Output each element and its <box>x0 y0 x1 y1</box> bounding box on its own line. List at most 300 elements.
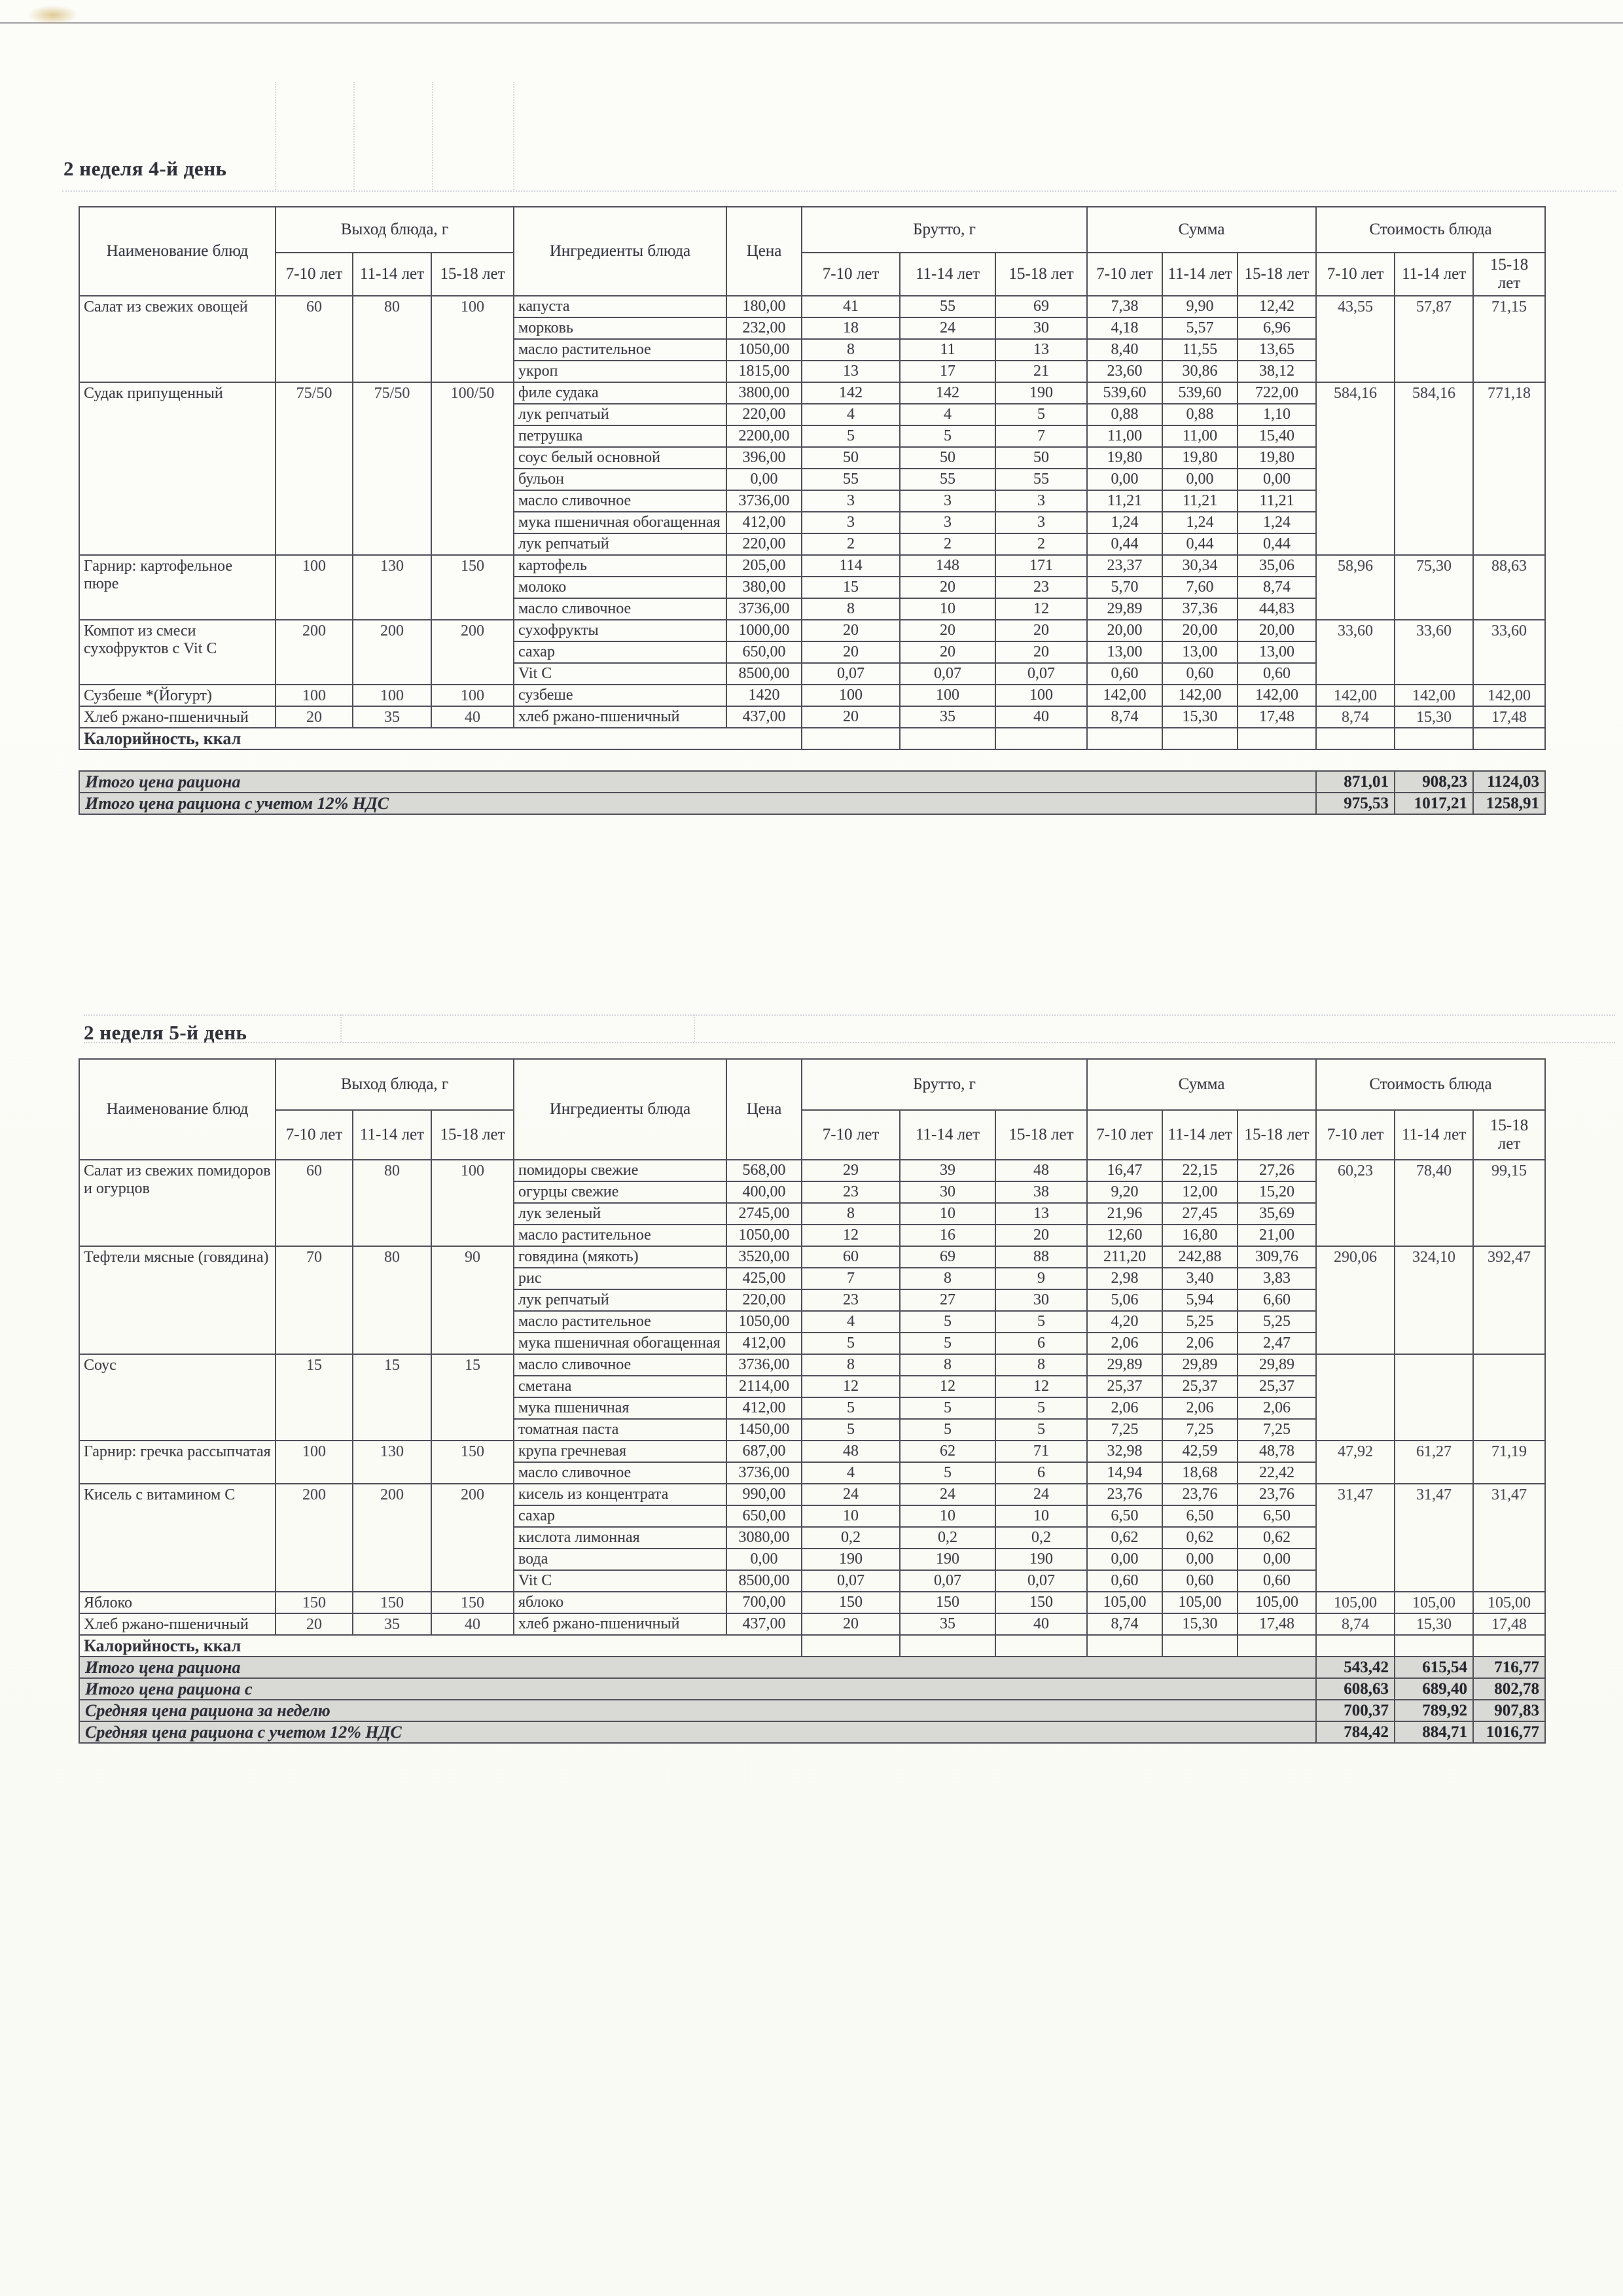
dish-cost: 43,55 <box>1316 296 1395 382</box>
brutto-value: 3 <box>802 512 900 533</box>
brutto-value: 20 <box>900 641 995 663</box>
sum-value: 11,00 <box>1087 425 1162 447</box>
sum-value: 27,45 <box>1162 1203 1238 1225</box>
brutto-value: 38 <box>995 1181 1087 1203</box>
brutto-value: 10 <box>995 1505 1087 1527</box>
brutto-value: 0,07 <box>900 1570 995 1592</box>
ingredient-price: 1050,00 <box>726 1311 802 1333</box>
dish-cost: 105,00 <box>1395 1592 1473 1613</box>
sum-value: 0,00 <box>1162 469 1238 490</box>
brutto-value: 0,07 <box>995 663 1087 685</box>
ingredient-price: 1420 <box>726 685 802 706</box>
brutto-value: 35 <box>900 1613 995 1635</box>
col-header-age: 11-14 лет <box>900 253 995 296</box>
total-value: 884,71 <box>1395 1721 1473 1743</box>
col-header-age: 7-10 лет <box>276 253 353 296</box>
ingredient-name: укроп <box>514 361 726 382</box>
ingredient-price: 3736,00 <box>726 598 802 620</box>
sum-value: 18,68 <box>1162 1462 1238 1484</box>
sum-value: 12,60 <box>1087 1225 1162 1246</box>
ingredient-name: филе судака <box>514 382 726 404</box>
sum-value: 2,06 <box>1087 1333 1162 1354</box>
brutto-value: 8 <box>995 1354 1087 1376</box>
col-header-output: Выход блюда, г <box>276 1059 514 1110</box>
dish-cost: 33,60 <box>1316 620 1395 685</box>
dish-cost: 290,06 <box>1316 1246 1395 1354</box>
total-label: Итого цена рациона <box>79 771 1316 793</box>
dish-cost: 105,00 <box>1473 1592 1545 1613</box>
sum-value: 0,60 <box>1087 663 1162 685</box>
brutto-value: 24 <box>995 1484 1087 1505</box>
sum-value: 13,65 <box>1238 339 1316 361</box>
dish-output: 80 <box>353 1160 431 1246</box>
brutto-value: 0,07 <box>995 1570 1087 1592</box>
dish-output: 100 <box>276 685 353 706</box>
totals-row <box>79 1700 1545 1721</box>
brutto-value: 0,07 <box>802 1570 900 1592</box>
ingredient-price: 2200,00 <box>726 425 802 447</box>
sum-value: 11,21 <box>1087 490 1162 512</box>
brutto-value: 12 <box>995 598 1087 620</box>
totals-row <box>79 1657 1545 1678</box>
dish-cost: 57,87 <box>1395 296 1473 382</box>
brutto-value: 48 <box>802 1441 900 1462</box>
brutto-value: 2 <box>995 533 1087 555</box>
ingredient-name: масло растительное <box>514 1225 726 1246</box>
brutto-value: 4 <box>802 1311 900 1333</box>
sum-value: 0,60 <box>1238 663 1316 685</box>
ingredient-name: томатная паста <box>514 1419 726 1441</box>
brutto-value: 5 <box>900 1419 995 1441</box>
sum-value: 0,60 <box>1162 1570 1238 1592</box>
dish-name: Яблоко <box>79 1592 276 1613</box>
sum-value: 0,44 <box>1087 533 1162 555</box>
brutto-value: 10 <box>900 1203 995 1225</box>
brutto-value: 148 <box>900 555 995 577</box>
dish-output: 200 <box>353 620 431 685</box>
total-value: 615,54 <box>1395 1657 1473 1678</box>
sum-value: 3,40 <box>1162 1268 1238 1289</box>
ingredient-name: помидоры свежие <box>514 1160 726 1181</box>
total-value: 975,53 <box>1316 793 1395 814</box>
sum-value: 15,30 <box>1162 1613 1238 1635</box>
brutto-value: 30 <box>900 1181 995 1203</box>
brutto-value: 7 <box>802 1268 900 1289</box>
brutto-value: 12 <box>995 1376 1087 1397</box>
sum-value: 8,74 <box>1238 577 1316 598</box>
calories-empty-cell <box>1473 728 1545 749</box>
brutto-value: 142 <box>802 382 900 404</box>
total-label: Средняя цена рациона с учетом 12% НДС <box>79 1721 1316 1743</box>
brutto-value: 142 <box>900 382 995 404</box>
total-value: 1016,77 <box>1473 1721 1545 1743</box>
brutto-value: 55 <box>900 469 995 490</box>
ingredient-name: мука пшеничная обогащенная <box>514 1333 726 1354</box>
sum-value: 6,60 <box>1238 1289 1316 1311</box>
ingredient-name: лук репчатый <box>514 404 726 425</box>
ingredient-name: сахар <box>514 1505 726 1527</box>
sum-value: 13,00 <box>1162 641 1238 663</box>
dish-output: 200 <box>353 1484 431 1592</box>
ingredient-name: соус белый основной <box>514 447 726 469</box>
sum-value: 5,57 <box>1162 317 1238 339</box>
dish-output: 200 <box>276 620 353 685</box>
sum-value: 11,21 <box>1238 490 1316 512</box>
col-header-age: 11-14 лет <box>900 1110 995 1160</box>
ingredient-name: сахар <box>514 641 726 663</box>
ingredient-price: 1050,00 <box>726 1225 802 1246</box>
brutto-value: 10 <box>900 598 995 620</box>
ingredient-price: 990,00 <box>726 1484 802 1505</box>
brutto-value: 8 <box>802 1203 900 1225</box>
col-header-age: 11-14 лет <box>1395 1110 1473 1160</box>
dish-cost: 31,47 <box>1395 1484 1473 1592</box>
sum-value: 6,50 <box>1238 1505 1316 1527</box>
dish-cost: 47,92 <box>1316 1441 1395 1484</box>
sum-value: 13,00 <box>1238 641 1316 663</box>
dish-cost <box>1395 1354 1473 1441</box>
sum-value: 19,80 <box>1238 447 1316 469</box>
dish-name: Компот из смеси сухофруктов с Vit C <box>79 620 276 685</box>
dish-name: Хлеб ржано-пшеничный <box>79 706 276 728</box>
sum-value: 16,47 <box>1087 1160 1162 1181</box>
dish-cost: 142,00 <box>1316 685 1395 706</box>
sum-value: 8,40 <box>1087 339 1162 361</box>
brutto-value: 5 <box>995 1419 1087 1441</box>
sum-value: 1,10 <box>1238 404 1316 425</box>
brutto-value: 23 <box>995 577 1087 598</box>
calories-empty-cell <box>1087 728 1162 749</box>
brutto-value: 4 <box>802 404 900 425</box>
sum-value: 0,60 <box>1238 1570 1316 1592</box>
brutto-value: 55 <box>995 469 1087 490</box>
sum-value: 12,00 <box>1162 1181 1238 1203</box>
brutto-value: 50 <box>900 447 995 469</box>
sum-value: 30,34 <box>1162 555 1238 577</box>
col-header-sum: Сумма <box>1087 1059 1316 1110</box>
calories-empty-cell <box>1316 1635 1395 1657</box>
dish-cost: 88,63 <box>1473 555 1545 620</box>
sum-value: 7,25 <box>1162 1419 1238 1441</box>
sum-value: 23,76 <box>1162 1484 1238 1505</box>
sum-value: 11,21 <box>1162 490 1238 512</box>
col-header-dish: Наименование блюд <box>79 207 276 296</box>
ingredient-price: 220,00 <box>726 533 802 555</box>
dish-output: 90 <box>431 1246 514 1354</box>
ingredient-name: кислота лимонная <box>514 1527 726 1549</box>
ingredient-price: 3736,00 <box>726 1354 802 1376</box>
sum-value: 22,15 <box>1162 1160 1238 1181</box>
dish-output: 200 <box>431 620 514 685</box>
brutto-value: 55 <box>802 469 900 490</box>
sum-value: 23,76 <box>1087 1484 1162 1505</box>
dish-cost: 584,16 <box>1395 382 1473 555</box>
ingredient-name: морковь <box>514 317 726 339</box>
col-header-cost: Стоимость блюда <box>1316 1059 1545 1110</box>
day4-section <box>63 157 1546 815</box>
sum-value: 2,06 <box>1162 1333 1238 1354</box>
ingredient-name: сузбеше <box>514 685 726 706</box>
ingredient-row <box>79 1613 1545 1635</box>
ingredient-name: масло сливочное <box>514 1354 726 1376</box>
totals-row <box>79 1721 1545 1743</box>
sum-value: 2,06 <box>1087 1397 1162 1419</box>
sum-value: 7,60 <box>1162 577 1238 598</box>
ingredient-row <box>79 1160 1545 1181</box>
brutto-value: 8 <box>802 598 900 620</box>
brutto-value: 35 <box>900 706 995 728</box>
brutto-value: 40 <box>995 1613 1087 1635</box>
ingredient-row <box>79 1441 1545 1462</box>
ingredient-name: рис <box>514 1268 726 1289</box>
sum-value: 6,50 <box>1162 1505 1238 1527</box>
calories-empty-cell <box>802 728 900 749</box>
sum-value: 0,00 <box>1238 469 1316 490</box>
day5-section <box>84 1021 1546 1744</box>
dish-output: 75/50 <box>276 382 353 555</box>
dish-cost: 71,19 <box>1473 1441 1545 1484</box>
ingredient-name: огурцы свежие <box>514 1181 726 1203</box>
brutto-value: 8 <box>900 1268 995 1289</box>
sum-value: 7,25 <box>1238 1419 1316 1441</box>
day5-menu-table-wrap <box>79 1058 1546 1744</box>
dish-name: Гарнир: картофельное пюре <box>79 555 276 620</box>
brutto-value: 0,2 <box>900 1527 995 1549</box>
ingredient-price: 400,00 <box>726 1181 802 1203</box>
brutto-value: 4 <box>900 404 995 425</box>
brutto-value: 23 <box>802 1181 900 1203</box>
sum-value: 21,96 <box>1087 1203 1162 1225</box>
sum-value: 539,60 <box>1087 382 1162 404</box>
col-header-price: Цена <box>726 207 802 296</box>
ghost-line <box>84 1014 1615 1016</box>
brutto-value: 190 <box>802 1549 900 1570</box>
sum-value: 25,37 <box>1238 1376 1316 1397</box>
dish-output: 40 <box>431 1613 514 1635</box>
brutto-value: 30 <box>995 317 1087 339</box>
ingredient-price: 380,00 <box>726 577 802 598</box>
calories-empty-cell <box>995 728 1087 749</box>
sum-value: 14,94 <box>1087 1462 1162 1484</box>
brutto-value: 27 <box>900 1289 995 1311</box>
ingredient-name: петрушка <box>514 425 726 447</box>
sum-value: 6,50 <box>1087 1505 1162 1527</box>
brutto-value: 9 <box>995 1268 1087 1289</box>
ingredient-price: 1815,00 <box>726 361 802 382</box>
ingredient-name: хлеб ржано-пшеничный <box>514 1613 726 1635</box>
brutto-value: 8 <box>802 339 900 361</box>
dish-output: 150 <box>431 555 514 620</box>
dish-cost: 8,74 <box>1316 706 1395 728</box>
sum-value: 8,74 <box>1087 706 1162 728</box>
ingredient-name: лук репчатый <box>514 533 726 555</box>
dish-output: 100 <box>276 555 353 620</box>
sum-value: 19,80 <box>1162 447 1238 469</box>
ingredient-price: 650,00 <box>726 1505 802 1527</box>
dish-output: 60 <box>276 1160 353 1246</box>
sum-value: 3,83 <box>1238 1268 1316 1289</box>
brutto-value: 0,07 <box>802 663 900 685</box>
sum-value: 37,36 <box>1162 598 1238 620</box>
dish-cost <box>1473 1354 1545 1441</box>
brutto-value: 5 <box>995 1311 1087 1333</box>
sum-value: 722,00 <box>1238 382 1316 404</box>
brutto-value: 69 <box>995 296 1087 317</box>
col-header-sum: Сумма <box>1087 207 1316 253</box>
ingredient-name: мука пшеничная <box>514 1397 726 1419</box>
dish-name: Салат из свежих овощей <box>79 296 276 382</box>
sum-value: 142,00 <box>1238 685 1316 706</box>
dish-name: Хлеб ржано-пшеничный <box>79 1613 276 1635</box>
col-header-age: 15-18 лет <box>1238 1110 1316 1160</box>
sum-value: 0,00 <box>1087 1549 1162 1570</box>
ingredient-name: капуста <box>514 296 726 317</box>
brutto-value: 3 <box>900 490 995 512</box>
sum-value: 2,06 <box>1238 1397 1316 1419</box>
brutto-value: 62 <box>900 1441 995 1462</box>
col-header-dish: Наименование блюд <box>79 1059 276 1160</box>
brutto-value: 18 <box>802 317 900 339</box>
ingredient-row <box>79 382 1545 404</box>
dish-output: 150 <box>353 1592 431 1613</box>
ingredient-name: бульон <box>514 469 726 490</box>
sum-value: 0,60 <box>1162 663 1238 685</box>
brutto-value: 100 <box>900 685 995 706</box>
sum-value: 44,83 <box>1238 598 1316 620</box>
ingredient-price: 3736,00 <box>726 1462 802 1484</box>
ingredient-row <box>79 296 1545 317</box>
brutto-value: 0,2 <box>802 1527 900 1549</box>
dish-output: 150 <box>276 1592 353 1613</box>
brutto-value: 20 <box>802 620 900 641</box>
ingredient-row <box>79 706 1545 728</box>
brutto-value: 40 <box>995 706 1087 728</box>
dish-cost <box>1316 1354 1395 1441</box>
ingredient-price: 220,00 <box>726 1289 802 1311</box>
calories-empty-cell <box>1087 1635 1162 1657</box>
ingredient-price: 412,00 <box>726 512 802 533</box>
dish-cost: 33,60 <box>1395 620 1473 685</box>
dish-output: 200 <box>431 1484 514 1592</box>
brutto-value: 20 <box>802 706 900 728</box>
brutto-value: 114 <box>802 555 900 577</box>
day4-menu-table-wrap <box>79 206 1546 815</box>
sum-value: 2,47 <box>1238 1333 1316 1354</box>
dish-output: 100 <box>431 1160 514 1246</box>
sum-value: 15,20 <box>1238 1181 1316 1203</box>
total-value: 543,42 <box>1316 1657 1395 1678</box>
sum-value: 15,40 <box>1238 425 1316 447</box>
sum-value: 1,24 <box>1162 512 1238 533</box>
sum-value: 12,42 <box>1238 296 1316 317</box>
ingredient-price: 396,00 <box>726 447 802 469</box>
sum-value: 6,96 <box>1238 317 1316 339</box>
brutto-value: 12 <box>900 1376 995 1397</box>
dish-cost: 31,47 <box>1316 1484 1395 1592</box>
sum-value: 29,89 <box>1238 1354 1316 1376</box>
ingredient-row <box>79 1484 1545 1505</box>
sum-value: 539,60 <box>1162 382 1238 404</box>
total-value: 608,63 <box>1316 1678 1395 1700</box>
sum-value: 20,00 <box>1238 620 1316 641</box>
brutto-value: 71 <box>995 1441 1087 1462</box>
brutto-value: 30 <box>995 1289 1087 1311</box>
ingredient-name: говядина (мякоть) <box>514 1246 726 1268</box>
ingredient-price: 8500,00 <box>726 1570 802 1592</box>
dish-output: 15 <box>276 1354 353 1441</box>
brutto-value: 24 <box>900 1484 995 1505</box>
ingredient-price: 180,00 <box>726 296 802 317</box>
brutto-value: 13 <box>802 361 900 382</box>
ingredient-price: 2114,00 <box>726 1376 802 1397</box>
total-value: 700,37 <box>1316 1700 1395 1721</box>
sum-value: 25,37 <box>1162 1376 1238 1397</box>
calories-empty-cell <box>1162 728 1238 749</box>
brutto-value: 41 <box>802 296 900 317</box>
brutto-value: 15 <box>802 577 900 598</box>
sum-value: 105,00 <box>1087 1592 1162 1613</box>
ingredient-row <box>79 1354 1545 1376</box>
dish-output: 150 <box>431 1592 514 1613</box>
col-header-age: 15-18 лет <box>1473 1110 1545 1160</box>
ingredient-row <box>79 555 1545 577</box>
ingredient-name: масло растительное <box>514 1311 726 1333</box>
sum-value: 9,20 <box>1087 1181 1162 1203</box>
calories-empty-cell <box>1316 728 1395 749</box>
total-value: 716,77 <box>1473 1657 1545 1678</box>
total-value: 1258,91 <box>1473 793 1545 814</box>
sum-value: 0,00 <box>1238 1549 1316 1570</box>
dish-name: Салат из свежих помидоров и огурцов <box>79 1160 276 1246</box>
dish-cost: 71,15 <box>1473 296 1545 382</box>
sum-value: 16,80 <box>1162 1225 1238 1246</box>
ingredient-row <box>79 1592 1545 1613</box>
col-header-age: 11-14 лет <box>1162 253 1238 296</box>
dish-cost: 771,18 <box>1473 382 1545 555</box>
ingredient-name: крупа гречневая <box>514 1441 726 1462</box>
total-value: 1124,03 <box>1473 771 1545 793</box>
ingredient-name: кисель из концентрата <box>514 1484 726 1505</box>
dish-cost: 17,48 <box>1473 706 1545 728</box>
dish-cost: 99,15 <box>1473 1160 1545 1246</box>
ingredient-name: Vit C <box>514 663 726 685</box>
brutto-value: 11 <box>900 339 995 361</box>
col-header-age: 7-10 лет <box>1316 253 1395 296</box>
col-header-age: 7-10 лет <box>1087 1110 1162 1160</box>
sum-value: 25,37 <box>1087 1376 1162 1397</box>
sum-value: 105,00 <box>1162 1592 1238 1613</box>
ingredient-price: 1000,00 <box>726 620 802 641</box>
brutto-value: 7 <box>995 425 1087 447</box>
sum-value: 35,69 <box>1238 1203 1316 1225</box>
total-label: Средняя цена рациона за неделю <box>79 1700 1316 1721</box>
calories-label: Калорийность, ккал <box>79 1635 802 1657</box>
sum-value: 0,62 <box>1238 1527 1316 1549</box>
ingredient-name: лук зеленый <box>514 1203 726 1225</box>
sum-value: 35,06 <box>1238 555 1316 577</box>
col-header-age: 7-10 лет <box>802 1110 900 1160</box>
brutto-value: 39 <box>900 1160 995 1181</box>
dish-cost: 17,48 <box>1473 1613 1545 1635</box>
ingredient-name: вода <box>514 1549 726 1570</box>
brutto-value: 3 <box>995 512 1087 533</box>
brutto-value: 10 <box>900 1505 995 1527</box>
ingredient-price: 232,00 <box>726 317 802 339</box>
brutto-value: 5 <box>900 1311 995 1333</box>
ingredient-name: картофель <box>514 555 726 577</box>
dish-output: 130 <box>353 555 431 620</box>
sum-value: 309,76 <box>1238 1246 1316 1268</box>
